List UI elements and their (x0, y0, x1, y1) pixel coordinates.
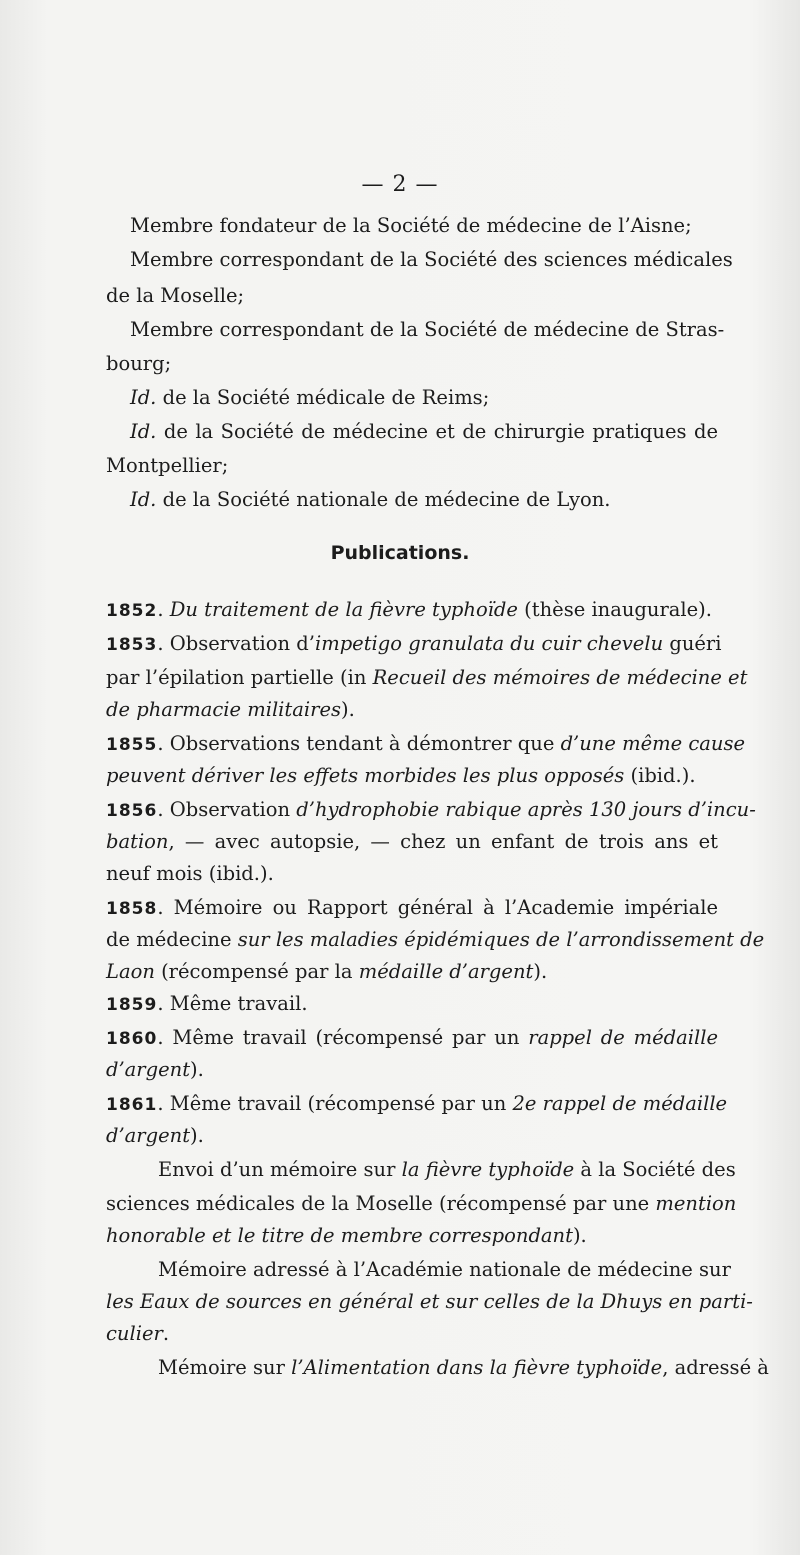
member-line (106, 490, 718, 510)
publication-line (106, 632, 722, 655)
publication-line (106, 1092, 728, 1115)
publication-title-italic: la fièvre typhoïde (401, 1158, 575, 1181)
publication-line (106, 798, 756, 821)
publication-text: . Même travail (récompensé par un (157, 1092, 513, 1115)
abbrev-id: Id. (130, 386, 157, 409)
member-line (106, 388, 718, 408)
publication-text: (thèse inaugurale). (517, 598, 712, 621)
publication-line (106, 700, 718, 720)
publication-year: 1861 (106, 1095, 158, 1115)
publication-title-italic: les Eaux de sources en général et sur celles de la Dhuys en parti- (106, 1290, 753, 1313)
publication-text: ). (190, 1124, 204, 1147)
member-text: bourg; (106, 352, 172, 375)
publication-line (106, 1158, 736, 1181)
publication-year: 1856 (106, 801, 158, 821)
publication-text: ). (533, 960, 548, 983)
publication-year: 1852 (106, 601, 158, 621)
publication-title-italic: Du traitement de la fièvre typhoïde (169, 598, 518, 621)
member-line (106, 422, 718, 442)
publication-line (106, 766, 718, 786)
publication-line (106, 1290, 753, 1313)
publication-text: Mémoire sur (158, 1356, 292, 1379)
publications-heading: Publications. (330, 542, 470, 564)
member-text: Membre correspondant de la Société des sciences médicales (130, 248, 733, 271)
publication-title-italic: d’une même cause (560, 732, 746, 755)
publication-year: 1855 (106, 735, 158, 755)
publication-line (106, 832, 718, 852)
publication-text: , adressé à (662, 1356, 769, 1379)
publication-title-italic: bation (106, 830, 169, 853)
publication-line (106, 732, 746, 755)
publication-title-italic: d’hydrophobie rabique après 130 jours d’incu- (296, 798, 756, 821)
publication-text: . Observation d’ (157, 632, 315, 655)
member-line (106, 286, 718, 306)
publication-line (106, 994, 718, 1014)
publication-text: , — avec autopsie, — chez un enfant de trois ans et (168, 830, 718, 853)
publication-text: . Observation (157, 798, 297, 821)
member-text: de la Société médicale de Reims; (156, 386, 490, 409)
publication-line (106, 1126, 718, 1146)
publication-title-italic: mention (655, 1192, 737, 1215)
publication-line (106, 928, 765, 951)
publication-line (106, 898, 718, 918)
publication-text: ). (572, 1224, 587, 1247)
page-number: — 2 — (361, 172, 439, 197)
publication-text: (ibid.). (624, 764, 696, 787)
member-text: Membre fondateur de la Société de médecine de l’Aisne; (130, 214, 692, 237)
publication-text: sciences médicales de la Moselle (récompensé par une (106, 1192, 656, 1215)
publication-line (106, 1192, 737, 1215)
publication-text: . (162, 1322, 170, 1345)
publication-title-italic: médaille d’argent (358, 960, 534, 983)
publication-title-italic: peuvent dériver les effets morbides les plus opposés (106, 764, 625, 787)
publication-title-italic: sur les maladies épidémiques de l’arrondissement de (237, 928, 765, 951)
publication-year: 1860 (106, 1029, 158, 1049)
abbrev-id: Id. (130, 488, 157, 511)
publication-text: ). (341, 698, 355, 721)
publication-text: Envoi d’un mémoire sur (158, 1158, 402, 1181)
member-text: de la Société nationale de médecine de Lyon. (156, 488, 611, 511)
publication-title-italic: 2e rappel de médaille (512, 1092, 728, 1115)
publication-title-italic: honorable et le titre de membre correspondant (106, 1224, 573, 1247)
publication-line (106, 1226, 718, 1246)
member-line (106, 456, 718, 476)
publication-year: 1858 (106, 899, 158, 919)
publication-text: . (157, 598, 170, 621)
member-line (106, 318, 725, 341)
publication-title-italic: de pharmacie militaires (106, 698, 341, 721)
publication-text: . Même travail (récompensé par un (157, 1026, 529, 1049)
publication-line (106, 1324, 718, 1344)
publication-title-italic: Recueil des mémoires de médecine et (372, 666, 748, 689)
publication-title-italic: impetigo granulata du cuir chevelu (314, 632, 664, 655)
publication-line (106, 666, 748, 689)
publication-line (106, 1028, 718, 1048)
publication-title-italic: d’argent (106, 1058, 191, 1081)
publication-text: ). (190, 1058, 204, 1081)
member-line (106, 354, 718, 374)
publication-line (106, 864, 718, 884)
publication-title-italic: Laon (106, 960, 155, 983)
publication-text: . Même travail. (157, 992, 308, 1015)
member-line (106, 248, 733, 271)
member-text: de la Société de médecine et de chirurgie pratiques de (156, 420, 718, 443)
publication-text: à la Société des (574, 1158, 736, 1181)
publication-line (106, 1060, 718, 1080)
publication-text: de médecine (106, 928, 238, 951)
publication-line (106, 600, 718, 620)
publication-title-italic: l’Alimentation dans la fièvre typhoïde (291, 1356, 663, 1379)
publication-text: . Observations tendant à démontrer que (157, 732, 561, 755)
publication-year: 1859 (106, 995, 158, 1015)
member-line (106, 216, 718, 236)
publication-text: par l’épilation partielle (in (106, 666, 373, 689)
member-text: Montpellier; (106, 454, 229, 477)
publication-title-italic: culier (106, 1322, 163, 1345)
publication-title-italic: rappel de médaille (528, 1026, 719, 1049)
publication-text: neuf mois (ibid.). (106, 862, 274, 885)
publication-line (106, 1258, 731, 1281)
abbrev-id: Id. (130, 420, 157, 443)
publication-line (106, 962, 718, 982)
publication-line (106, 1356, 769, 1379)
member-text: de la Moselle; (106, 284, 245, 307)
publication-title-italic: d’argent (106, 1124, 191, 1147)
publication-text: (récompensé par la (154, 960, 359, 983)
publication-text: guéri (663, 632, 722, 655)
publication-text: . Mémoire ou Rapport général à l’Academie impériale (157, 896, 718, 919)
publication-year: 1853 (106, 635, 158, 655)
publication-text: Mémoire adressé à l’Académie nationale de médecine sur (158, 1258, 731, 1281)
member-text: Membre correspondant de la Société de médecine de Stras- (130, 318, 725, 341)
